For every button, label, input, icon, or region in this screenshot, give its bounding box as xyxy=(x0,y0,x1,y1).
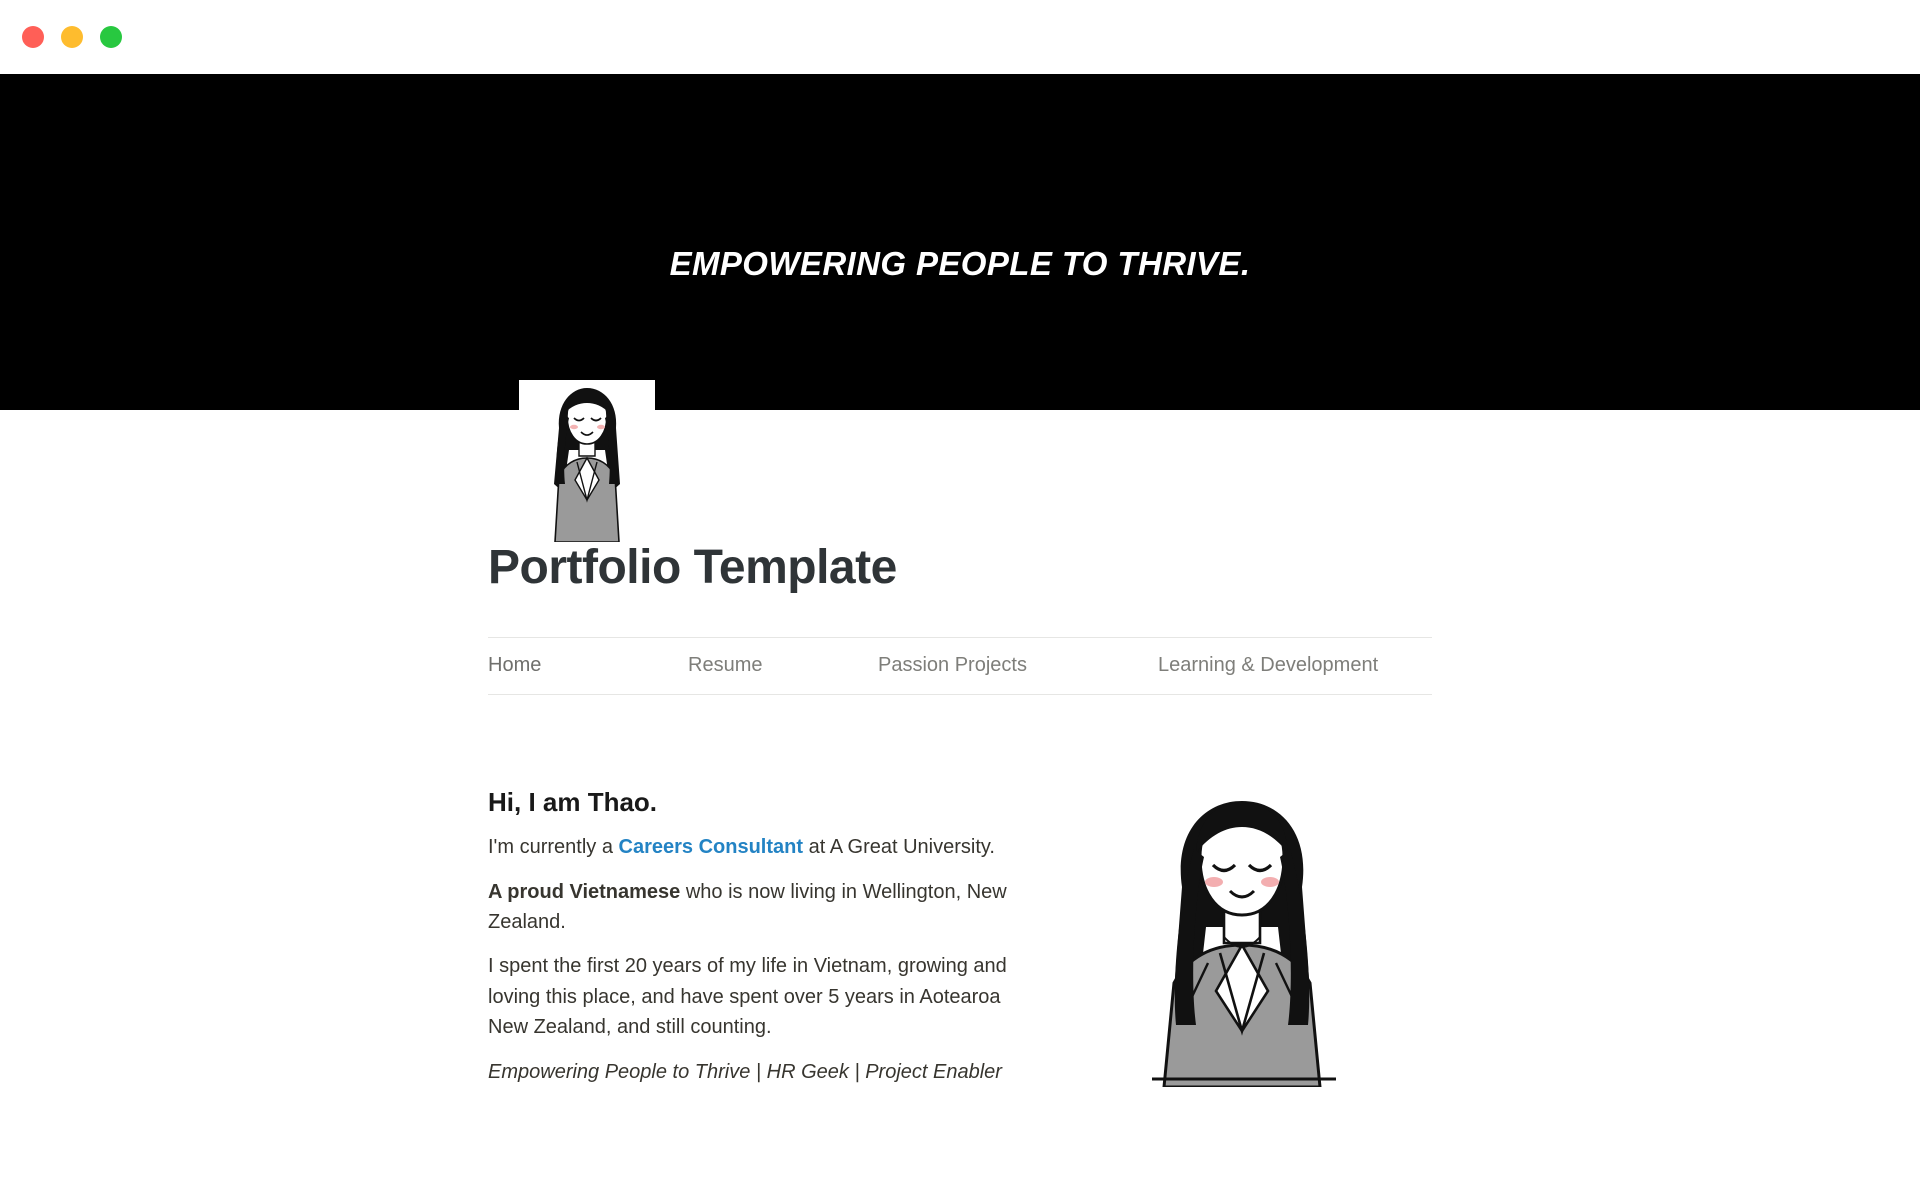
intro-background: I spent the first 20 years of my life in Vietnam, growing and loving this place, and have spent over 5 years in Aotearoa New Zealand, and still counting. xyxy=(488,955,1007,1039)
traffic-light-group xyxy=(22,26,122,48)
maximize-window-button[interactable] xyxy=(100,26,122,48)
hero-banner-text: EMPOWERING PEOPLE TO THRIVE. xyxy=(669,245,1251,282)
intro-text-block xyxy=(488,787,1028,1087)
intro-section xyxy=(488,751,1432,1087)
close-window-button[interactable] xyxy=(22,26,44,48)
intro-nationality-rest: who is now living in Wellington, New Zealand. xyxy=(488,880,1007,933)
tab-home[interactable]: Home xyxy=(488,654,542,677)
portrait-illustration-icon xyxy=(1112,787,1372,1087)
page-title: Portfolio Template xyxy=(488,541,897,594)
tab-learning-development[interactable]: Learning & Development xyxy=(1158,654,1379,677)
intro-nationality-bold: A proud Vietnamese xyxy=(488,880,681,903)
tab-resume[interactable]: Resume xyxy=(688,654,763,677)
intro-role-prefix: I'm currently a xyxy=(488,836,619,859)
intro-illustration xyxy=(1092,787,1392,1087)
page-body xyxy=(0,410,1920,1087)
intro-tagline: Empowering People to Thrive | HR Geek | Project Enabler xyxy=(488,1060,1002,1083)
intro-current-role xyxy=(488,832,1028,862)
window-title-bar xyxy=(0,0,1920,74)
tab-passion-projects[interactable]: Passion Projects xyxy=(878,654,1027,677)
content-column xyxy=(488,410,1432,1087)
hero-banner xyxy=(0,74,1920,410)
minimize-window-button[interactable] xyxy=(61,26,83,48)
intro-greeting: Hi, I am Thao. xyxy=(488,787,658,818)
nav-spacer xyxy=(488,695,1432,751)
intro-role-suffix: at A Great University. xyxy=(803,836,995,859)
nav-tabs xyxy=(488,637,1432,695)
careers-consultant-link[interactable]: Careers Consultant xyxy=(618,836,804,859)
intro-nationality xyxy=(488,877,1028,938)
